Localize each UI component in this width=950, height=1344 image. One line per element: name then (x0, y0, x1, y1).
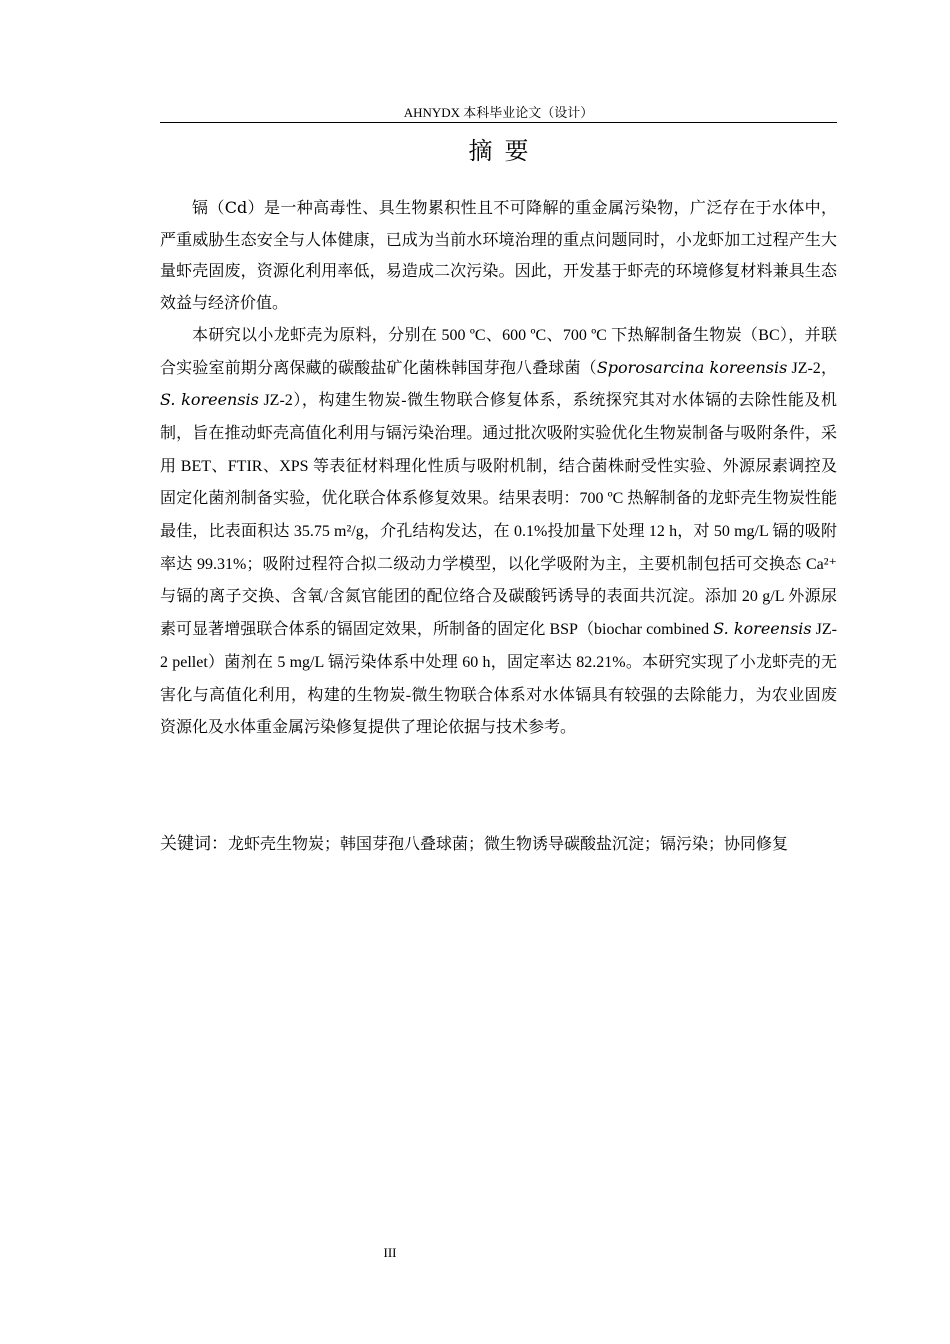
species-name-2: S. koreensis (160, 390, 259, 410)
running-header: AHNYDX 本科毕业论文（设计） (403, 105, 594, 120)
paragraph-2-part-a: 本研究以小龙虾壳为原料，分别在 500 ºC、600 ºC、700 ºC 下热解制备生物炭（BC），并联合实验室前期分离保藏的碳酸盐矿化菌株韩国芽孢八叠球菌（ (160, 326, 837, 377)
abstract-paragraph-2 (160, 319, 837, 744)
page-title: 摘要 (468, 137, 541, 165)
species-name-1: Sporosarcina koreensis (596, 357, 788, 377)
keywords-label: 关键词： (160, 834, 228, 854)
keywords-section (160, 828, 837, 861)
paragraph-2-part-b: JZ-2， (787, 359, 837, 377)
paragraph-2-part-d: JZ-2 pellet）菌剂在 5 mg/L 镉污染体系中处理 60 h，固定率达 82.21%。本研究实现了小龙虾壳的无害化与高值化利用，构建的生物炭-微生物联合体系对水体镉具有较强的去除能力，为农业固废资源化及水体重金属污染修复提供了理论依据与技术参考。 (160, 621, 838, 737)
species-name-3: S. koreensis (713, 619, 812, 639)
abstract-body (160, 192, 837, 744)
abstract-paragraph-1: 镉（Cd）是一种高毒性、具生物累积性且不可降解的重金属污染物，广泛存在于水体中，严重威胁生态安全与人体健康，已成为当前水环境治理的重点问题同时，小龙虾加工过程产生大量虾壳固废，资源化利用率低，易造成二次污染。因此，开发基于虾壳的环境修复材料兼具生态效益与经济价值。 (160, 198, 837, 313)
page-number: III (383, 1245, 397, 1260)
keywords-text: 龙虾壳生物炭；韩国芽孢八叠球菌；微生物诱导碳酸盐沉淀；镉污染；协同修复 (228, 834, 789, 853)
header-rule (160, 122, 837, 123)
paragraph-2-part-c: JZ-2），构建生物炭-微生物联合修复体系，系统探究其对水体镉的去除性能及机制，旨在推动虾壳高值化利用与镉污染治理。通过批次吸附实验优化生物炭制备与吸附条件，采用 BET、FTIR、XPS 等表征材料理化性质与吸附机制，结合菌株耐受性实验、外源尿素调控及固定化菌剂制备实验，优化联合体系修复效果。结果表明：700 ºC 热解制备的龙虾壳生物炭性能最佳，比表面积达 35.75 m²/g，介孔结构发达，在 0.1%投加量下处理 12 h，对 50 mg/L 镉的吸附率达 99.31%；吸附过程符合拟二级动力学模型，以化学吸附为主，主要机制包括可交换态 Ca²⁺与镉的离子交换、含氧/含氮官能团的配位络合及碳酸钙诱导的表面共沉淀。添加 20 g/L 外源尿素可显著增强联合体系的镉固定效果，所制备的固定化 BSP（biochar combined (160, 392, 837, 639)
